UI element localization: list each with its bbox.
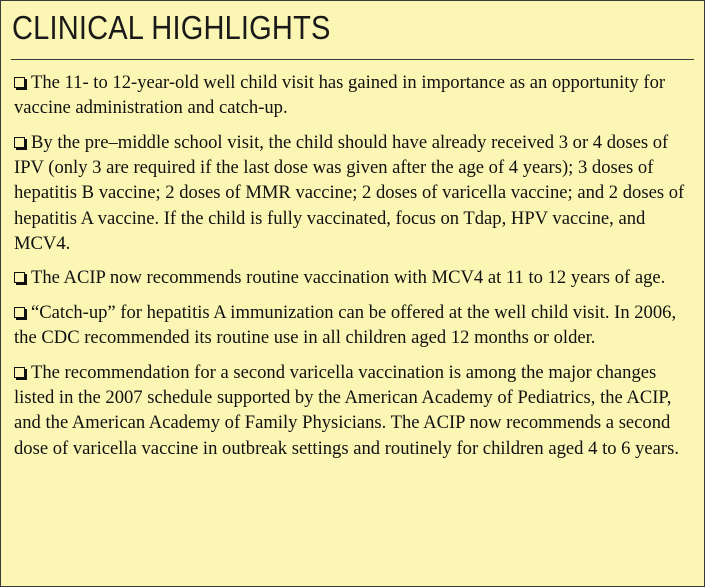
- checkbox-bullet-icon: [14, 137, 25, 148]
- list-item-text: The 11- to 12-year-old well child visit has gained in importance as an opportunity for vaccine administration and catch-up.: [14, 72, 666, 119]
- list-item-text: The ACIP now recommends routine vaccination with MCV4 at 11 to 12 years of age.: [31, 267, 666, 289]
- title-divider: [11, 59, 694, 60]
- list-item: [14, 70, 699, 120]
- list-item-text: “Catch-up” for hepatitis A immunization can be offered at the well child visit. In 2006, the CDC recommended its routine use in all children aged 12 months or older.: [14, 302, 677, 349]
- list-item-text: By the pre–middle school visit, the child should have already received 3 or 4 doses of IPV (only 3 are required if the last dose was given after the age of 4 years); 3 doses of hepatitis B vaccine; 2 doses of MMR vaccine; 2 doses of varicella vaccine; and 2 doses of hepatitis A vaccine. If the child is fully vaccinated, focus on Tdap, HPV vaccine, and MCV4.: [14, 131, 685, 254]
- list-item: [14, 265, 699, 290]
- list-item-text: The recommendation for a second varicella vaccination is among the major changes listed in the 2007 schedule supported by the American Academy of Pediatrics, the ACIP, and the American Academy of Family Physicians. The ACIP now recommends a second dose of varicella vaccine in outbreak settings and routinely for children aged 4 to 6 years.: [14, 362, 680, 459]
- highlights-list: [14, 70, 699, 470]
- checkbox-bullet-icon: [14, 272, 25, 283]
- box-title: CLINICAL HIGHLIGHTS: [12, 9, 331, 46]
- checkbox-bullet-icon: [14, 77, 25, 88]
- checkbox-bullet-icon: [14, 307, 25, 318]
- list-item: [14, 360, 699, 461]
- checkbox-bullet-icon: [14, 367, 25, 378]
- list-item: [14, 130, 699, 256]
- list-item: [14, 300, 699, 350]
